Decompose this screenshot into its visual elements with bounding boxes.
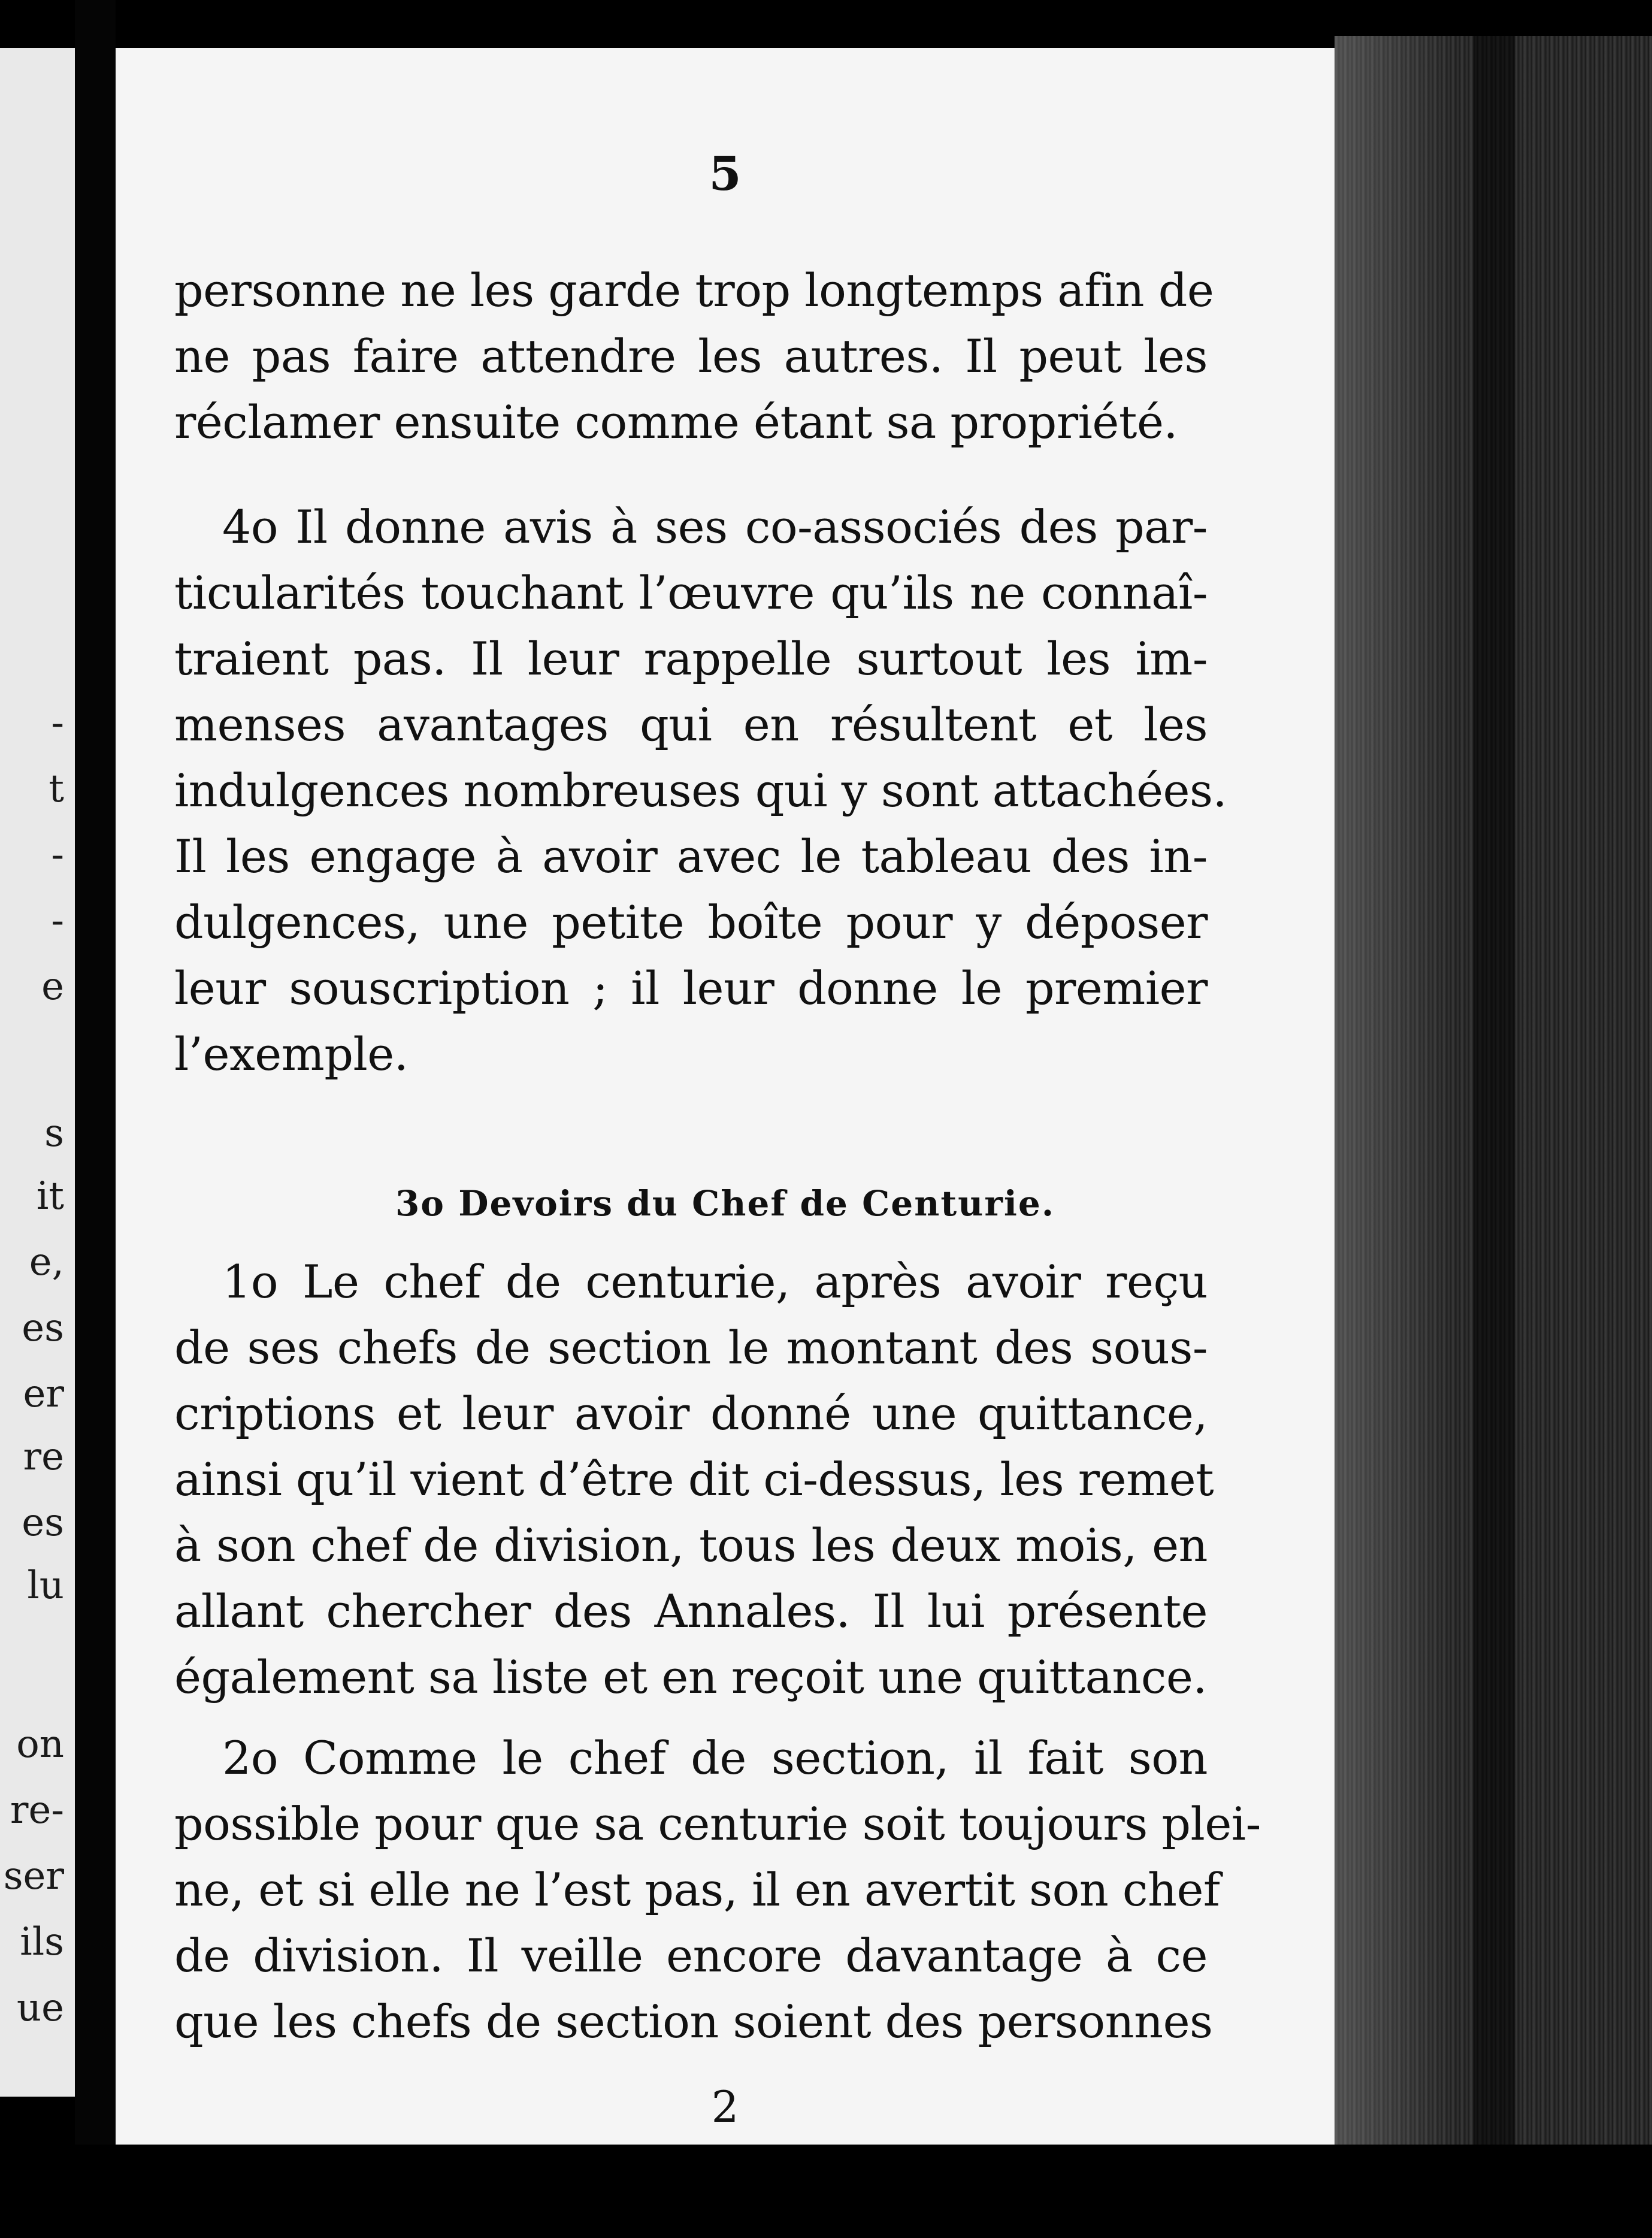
paragraph-2 xyxy=(174,494,1227,1087)
text-line: de division. Il veille encore davantage à ce xyxy=(174,1929,1208,1982)
text-line: que les chefs de section soient des personnes xyxy=(174,1995,1213,2048)
paragraph-1 xyxy=(174,258,1214,455)
text-line: à son chef de division, tous les deux mois, en xyxy=(174,1519,1208,1572)
paragraph-3 xyxy=(174,1249,1214,1710)
left-page-text-fragment: ser xyxy=(3,1854,64,1898)
left-page-text-fragment: - xyxy=(51,701,64,745)
paragraph-4 xyxy=(174,1725,1261,2055)
text-line: leur souscription ; il leur donne le premier xyxy=(174,961,1208,1015)
text-line: également sa liste et en reçoit une quittance. xyxy=(174,1650,1208,1704)
left-page-text-fragment: e, xyxy=(29,1240,64,1284)
signature-mark: 2 xyxy=(711,2082,739,2132)
text-line: Il les engage à avoir avec le tableau des in- xyxy=(174,830,1208,883)
text-line: indulgences nombreuses qui y sont attachées. xyxy=(174,764,1227,817)
text-line: de ses chefs de section le montant des sous- xyxy=(174,1321,1208,1374)
left-facing-page xyxy=(0,48,75,2097)
section-heading: 3o Devoirs du Chef de Centurie. xyxy=(395,1183,1055,1224)
left-page-text-fragment: er xyxy=(23,1372,64,1416)
text-line: ainsi qu’il vient d’être dit ci-dessus, les remet xyxy=(174,1453,1214,1506)
text-line: 2o Comme le chef de section, il fait son xyxy=(222,1731,1208,1785)
text-line: dulgences, une petite boîte pour y déposer xyxy=(174,896,1208,949)
left-page-text-fragment: es xyxy=(22,1306,64,1350)
text-line: ne, et si elle ne l’est pas, il en avertit son chef xyxy=(174,1863,1220,1916)
left-page-text-fragment: ils xyxy=(20,1920,64,1964)
left-page-text-fragment: lu xyxy=(27,1563,64,1608)
scan-bottom-border xyxy=(0,2145,1652,2238)
left-page-text-fragment: - xyxy=(51,899,64,943)
left-page-text-fragment: ue xyxy=(16,1986,64,2030)
page-number: 5 xyxy=(709,147,742,201)
text-line: traient pas. Il leur rappelle surtout les im- xyxy=(174,632,1208,685)
left-page-text-fragment: re xyxy=(23,1435,64,1479)
text-line: ticularités touchant l’œuvre qu’ils ne connaî- xyxy=(174,566,1208,619)
text-line: réclamer ensuite comme étant sa propriété. xyxy=(174,395,1178,449)
text-line: l’exemple. xyxy=(174,1027,409,1081)
page-edge-dark-band xyxy=(1474,36,1515,2238)
text-line: ne pas faire attendre les autres. Il peut les xyxy=(174,329,1208,383)
left-page-text-fragment: it xyxy=(36,1174,64,1218)
left-page-text-fragment: t xyxy=(49,767,64,811)
text-line: allant chercher des Annales. Il lui présente xyxy=(174,1584,1208,1638)
text-line: 1o Le chef de centurie, après avoir reçu xyxy=(222,1255,1208,1308)
left-page-text-fragment: on xyxy=(16,1722,64,1767)
left-page-text-fragment: e xyxy=(41,964,64,1009)
left-page-text-fragment: re- xyxy=(10,1788,64,1832)
text-line: 4o Il donne avis à ses co-associés des par- xyxy=(222,500,1208,554)
left-page-text-fragment: - xyxy=(51,833,64,877)
text-line: possible pour que sa centurie soit toujours plei- xyxy=(174,1797,1261,1850)
left-page-text-fragment: es xyxy=(22,1501,64,1545)
text-line: menses avantages qui en résultent et les xyxy=(174,698,1208,751)
book-gutter xyxy=(75,0,116,2238)
text-line: criptions et leur avoir donné une quittance, xyxy=(174,1387,1208,1440)
page-edge-shade xyxy=(1335,36,1454,2238)
book-page xyxy=(116,48,1335,2145)
text-line: personne ne les garde trop longtemps afin de xyxy=(174,264,1214,317)
left-page-text-fragment: s xyxy=(44,1111,64,1156)
